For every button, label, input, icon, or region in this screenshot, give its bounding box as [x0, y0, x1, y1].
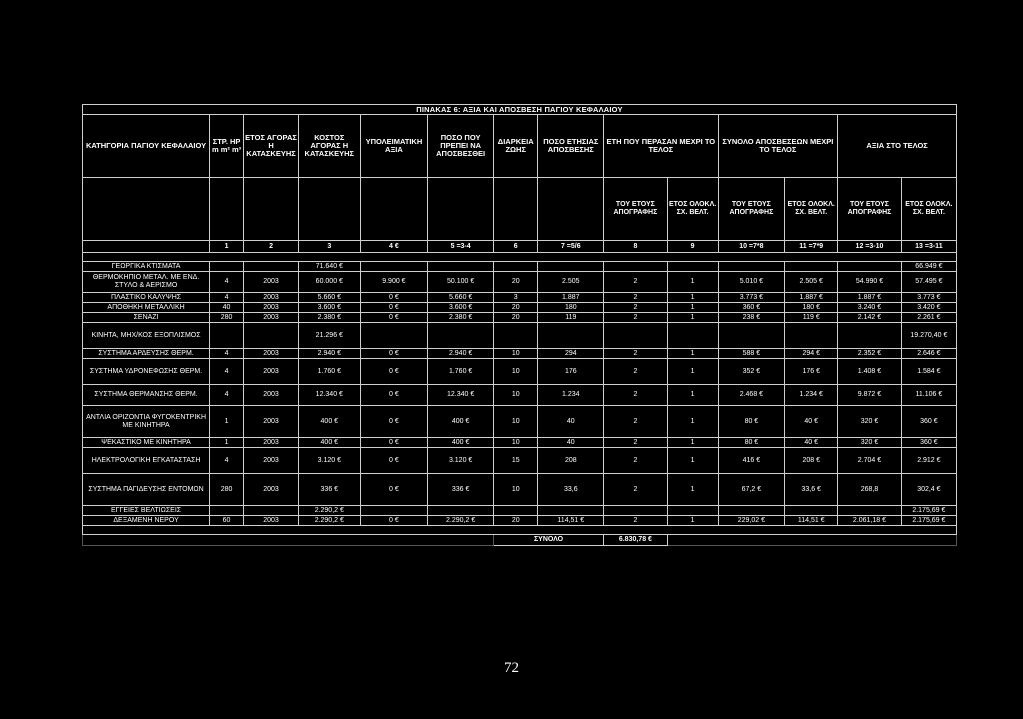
table-cell: 1.584 €	[901, 359, 956, 385]
table-cell: 80 €	[718, 438, 785, 448]
table-cell: 400 €	[428, 438, 494, 448]
table-cell: 60.000 €	[299, 272, 360, 293]
table-cell: 2.646 €	[901, 349, 956, 359]
header-residual-value: ΥΠΟΛΕΙΜΑΤΙΚΗ ΑΞΙΑ	[360, 115, 428, 178]
table-row	[83, 474, 957, 506]
table-cell: 2003	[244, 516, 299, 526]
table-row	[83, 262, 957, 272]
table-cell: 2.061,18 €	[838, 516, 902, 526]
table-cell	[428, 323, 494, 349]
table-cell: 0 €	[360, 406, 428, 438]
table-cell: 3.240 €	[838, 303, 902, 313]
table-cell	[785, 262, 838, 272]
row-category: ΑΝΤΛΙΑ ΟΡΙΖΟΝΤΙΑ ΦΥΓΟΚΕΝΤΡΙΚΗ ΜΕ ΚΙΝΗΤΗΡΑ	[83, 406, 210, 438]
table-cell	[493, 323, 537, 349]
table-cell: 336 €	[299, 474, 360, 506]
column-index: 7 =5/6	[538, 241, 604, 253]
row-category: ΚΙΝΗΤΑ, ΜΗΧ/ΚΟΣ ΕΞΟΠΛΙΣΜΟΣ	[83, 323, 210, 349]
table-cell: 15	[493, 448, 537, 474]
column-index: 12 =3-10	[838, 241, 902, 253]
header-lifetime: ΔΙΑΡΚΕΙΑ ΖΩΗΣ	[493, 115, 537, 178]
table-cell	[538, 262, 604, 272]
table-cell: 180	[538, 303, 604, 313]
table-cell: 5.660 €	[299, 293, 360, 303]
table-cell: 2.290,2 €	[428, 516, 494, 526]
column-index: 8	[604, 241, 668, 253]
table-cell: 2003	[244, 293, 299, 303]
table-cell: 400 €	[299, 406, 360, 438]
table-cell: 0 €	[360, 474, 428, 506]
table-cell	[428, 506, 494, 516]
row-category: ΨΕΚΑΣΤΙΚΟ ΜΕ ΚΙΝΗΤΗΡΑ	[83, 438, 210, 448]
table-cell: 1	[667, 406, 718, 438]
table-cell	[838, 262, 902, 272]
table-cell: 2	[604, 272, 668, 293]
table-cell	[785, 506, 838, 516]
table-cell: 10	[493, 406, 537, 438]
table-cell: 2	[604, 359, 668, 385]
table-cell: 3.120 €	[299, 448, 360, 474]
column-index: 10 =7*8	[718, 241, 785, 253]
table-cell	[604, 323, 668, 349]
table-cell: 0 €	[360, 313, 428, 323]
row-category: ΓΕΩΡΓΙΚΑ ΚΤΙΣΜΑΤΑ	[83, 262, 210, 272]
table-cell: 2.290,2 €	[299, 506, 360, 516]
table-cell: 1	[667, 385, 718, 406]
table-cell: 4	[210, 385, 244, 406]
table-cell: 2.468 €	[718, 385, 785, 406]
table-cell: 238 €	[718, 313, 785, 323]
header-end-value: ΑΞΙΑ ΣΤΟ ΤΕΛΟΣ	[838, 115, 957, 178]
header-years-elapsed: ΕΤΗ ΠΟΥ ΠΕΡΑΣΑΝ ΜΕΧΡΙ ΤΟ ΤΕΛΟΣ	[604, 115, 718, 178]
table-cell: 0 €	[360, 448, 428, 474]
column-index: 13 =3-11	[901, 241, 956, 253]
column-index: 3	[299, 241, 360, 253]
table-cell	[244, 506, 299, 516]
table-cell: 33,6	[538, 474, 604, 506]
table-cell: 10	[493, 438, 537, 448]
row-category: ΑΠΟΘΗΚΗ ΜΕΤΑΛΛΙΚΗ	[83, 303, 210, 313]
header-purchase-year: ΕΤΟΣ ΑΓΟΡΑΣ Η ΚΑΤΑΣΚΕΥΗΣ	[244, 115, 299, 178]
table-cell: 180 €	[785, 303, 838, 313]
table-cell: 588 €	[718, 349, 785, 359]
header-annual-depreciation: ΠΟΣΟ ΕΤΗΣΙΑΣ ΑΠΟΣΒΕΣΗΣ	[538, 115, 604, 178]
table-cell: 3.420 €	[901, 303, 956, 313]
table-cell: 50.100 €	[428, 272, 494, 293]
table-cell: 9.900 €	[360, 272, 428, 293]
table-cell	[210, 323, 244, 349]
table-cell: 4	[210, 359, 244, 385]
table-cell: 40 €	[785, 406, 838, 438]
table-cell	[667, 262, 718, 272]
table-cell: 2	[604, 448, 668, 474]
table-row	[83, 303, 957, 313]
table-cell: 2.505 €	[785, 272, 838, 293]
table-cell: 1	[667, 313, 718, 323]
table-cell	[604, 262, 668, 272]
table-cell: 2003	[244, 438, 299, 448]
table-cell: 280	[210, 474, 244, 506]
table-cell: 2003	[244, 359, 299, 385]
table-cell: 360 €	[901, 438, 956, 448]
row-category: ΣΥΣΤΗΜΑ ΘΕΡΜΑΝΣΗΣ ΘΕΡΜ.	[83, 385, 210, 406]
row-category: ΕΓΓΕΙΕΣ ΒΕΛΤΙΩΣΕΙΣ	[83, 506, 210, 516]
table-cell: 1.234 €	[785, 385, 838, 406]
table-cell: 2	[604, 385, 668, 406]
table-cell	[667, 323, 718, 349]
table-cell: 2003	[244, 448, 299, 474]
table-cell: 1.887 €	[838, 293, 902, 303]
column-index: 9	[667, 241, 718, 253]
table-cell: 208 €	[785, 448, 838, 474]
table-cell: 2003	[244, 406, 299, 438]
table-cell: 4	[210, 293, 244, 303]
table-cell: 320 €	[838, 438, 902, 448]
table-cell: 176	[538, 359, 604, 385]
table-cell: 2003	[244, 272, 299, 293]
table-cell: 3.120 €	[428, 448, 494, 474]
table-cell	[718, 506, 785, 516]
table-cell: 19.270,40 €	[901, 323, 956, 349]
table-cell: 57.495 €	[901, 272, 956, 293]
table-cell: 21.296 €	[299, 323, 360, 349]
table-cell: 208	[538, 448, 604, 474]
subheader: ΕΤΟΣ ΟΛΟΚΛ. ΣΧ. ΒΕΛΤ.	[901, 178, 956, 241]
table-cell	[604, 506, 668, 516]
table-cell: 2	[604, 438, 668, 448]
table-cell	[838, 506, 902, 516]
row-category: ΣΥΣΤΗΜΑ ΑΡΔΕΥΣΗΣ ΘΕΡΜ.	[83, 349, 210, 359]
subheader: ΕΤΟΣ ΟΛΟΚΛ. ΣΧ. ΒΕΛΤ.	[785, 178, 838, 241]
table-cell: 10	[493, 359, 537, 385]
table-cell: 2.505	[538, 272, 604, 293]
table-cell: 1	[210, 438, 244, 448]
table-cell: 1	[667, 516, 718, 526]
table-row	[83, 272, 957, 293]
table-cell: 2	[604, 349, 668, 359]
table-cell: 1	[667, 272, 718, 293]
table-cell	[838, 323, 902, 349]
table-cell: 302,4 €	[901, 474, 956, 506]
table-cell: 54.990 €	[838, 272, 902, 293]
subheader: ΤΟΥ ΕΤΟΥΣ ΑΠΟΓΡΑΦΗΣ	[838, 178, 902, 241]
table-cell: 3	[493, 293, 537, 303]
table-cell: 2	[604, 313, 668, 323]
table-cell	[360, 262, 428, 272]
table-cell: 40	[538, 406, 604, 438]
table-cell: 20	[493, 516, 537, 526]
table-cell: 1	[210, 406, 244, 438]
table-cell: 0 €	[360, 293, 428, 303]
table-cell: 67,2 €	[718, 474, 785, 506]
table-cell: 5.010 €	[718, 272, 785, 293]
table-row	[83, 359, 957, 385]
table-cell: 40	[538, 438, 604, 448]
table-cell: 3.600 €	[299, 303, 360, 313]
table-cell: 2.175,69 €	[901, 506, 956, 516]
table-cell: 360 €	[901, 406, 956, 438]
table-cell: 294	[538, 349, 604, 359]
table-cell: 2.380 €	[299, 313, 360, 323]
table-cell: 1.887 €	[785, 293, 838, 303]
table-cell: 5.660 €	[428, 293, 494, 303]
table-cell: 0 €	[360, 359, 428, 385]
subheader: ΕΤΟΣ ΟΛΟΚΛ. ΣΧ. ΒΕΛΤ.	[667, 178, 718, 241]
table-cell: 1	[667, 303, 718, 313]
table-cell: 2	[604, 293, 668, 303]
table-cell: 1	[667, 349, 718, 359]
table-cell: 10	[493, 349, 537, 359]
table-cell: 268,8	[838, 474, 902, 506]
column-index: 4 €	[360, 241, 428, 253]
row-category: ΣΥΣΤΗΜΑ ΠΑΓΙΔΕΥΣΗΣ ΕΝΤΟΜΩΝ	[83, 474, 210, 506]
table-cell: 2	[604, 406, 668, 438]
table-cell: 40	[210, 303, 244, 313]
table-cell: 9.872 €	[838, 385, 902, 406]
table-cell: 119 €	[785, 313, 838, 323]
table-cell: 71.640 €	[299, 262, 360, 272]
table-cell	[785, 323, 838, 349]
table-cell: 0 €	[360, 385, 428, 406]
table-cell: 2.261 €	[901, 313, 956, 323]
table-cell: 20	[493, 313, 537, 323]
table-cell: 2003	[244, 303, 299, 313]
subheader: ΤΟΥ ΕΤΟΥΣ ΑΠΟΓΡΑΦΗΣ	[718, 178, 785, 241]
table-cell	[210, 506, 244, 516]
table-cell: 66.949 €	[901, 262, 956, 272]
table-row	[83, 516, 957, 526]
table-cell: 2.940 €	[299, 349, 360, 359]
table-cell: 2	[604, 474, 668, 506]
column-index: 11 =7*9	[785, 241, 838, 253]
table-cell	[244, 262, 299, 272]
table-cell: 114,51 €	[538, 516, 604, 526]
table-cell	[538, 323, 604, 349]
table-cell: 3.773 €	[901, 293, 956, 303]
table-cell: 336 €	[428, 474, 494, 506]
table-row	[83, 506, 957, 516]
table-cell: 1.234	[538, 385, 604, 406]
table-cell	[210, 262, 244, 272]
table-cell: 1.408 €	[838, 359, 902, 385]
table-cell: 20	[493, 303, 537, 313]
table-cell: 3.773 €	[718, 293, 785, 303]
table-cell: 60	[210, 516, 244, 526]
table-cell: 33,6 €	[785, 474, 838, 506]
row-category: ΣΕΝΑΖΙ	[83, 313, 210, 323]
table-cell: 2003	[244, 474, 299, 506]
table-cell: 1.760 €	[428, 359, 494, 385]
column-index: 6	[493, 241, 537, 253]
table-cell: 11.106 €	[901, 385, 956, 406]
depreciation-table	[82, 104, 957, 546]
table-cell: 12.340 €	[299, 385, 360, 406]
table-cell: 2.290,2 €	[299, 516, 360, 526]
table-cell: 400 €	[428, 406, 494, 438]
table-cell: 352 €	[718, 359, 785, 385]
table-cell: 1.887	[538, 293, 604, 303]
header-depreciable-amount: ΠΟΣΟ ΠΟΥ ΠΡΕΠΕΙ ΝΑ ΑΠΟΣΒΕΣΘΕΙ	[428, 115, 494, 178]
table-cell	[428, 262, 494, 272]
table-cell	[360, 323, 428, 349]
column-index: 2	[244, 241, 299, 253]
subheader: ΤΟΥ ΕΤΟΥΣ ΑΠΟΓΡΑΦΗΣ	[604, 178, 668, 241]
table-cell: 2003	[244, 313, 299, 323]
table-cell: 229,02 €	[718, 516, 785, 526]
table-cell: 1	[667, 448, 718, 474]
table-cell: 2	[604, 516, 668, 526]
table-row	[83, 406, 957, 438]
table-row	[83, 313, 957, 323]
column-index: 1	[210, 241, 244, 253]
table-cell: 2.380 €	[428, 313, 494, 323]
table-cell: 1	[667, 359, 718, 385]
table-cell: 80 €	[718, 406, 785, 438]
row-category: ΗΛΕΚΤΡΟΛΟΓΙΚΗ ΕΓΚΑΤΑΣΤΑΣΗ	[83, 448, 210, 474]
table-cell: 1	[667, 438, 718, 448]
header-total-depreciation: ΣΥΝΟΛΟ ΑΠΟΣΒΕΣΕΩΝ ΜΕΧΡΙ ΤΟ ΤΕΛΟΣ	[718, 115, 838, 178]
table-cell: 10	[493, 385, 537, 406]
table-cell: 2.940 €	[428, 349, 494, 359]
table-cell: 2.175,69 €	[901, 516, 956, 526]
table-cell: 2.352 €	[838, 349, 902, 359]
table-cell	[538, 506, 604, 516]
table-cell: 320 €	[838, 406, 902, 438]
table-cell: 40 €	[785, 438, 838, 448]
table-row	[83, 438, 957, 448]
table-cell: 416 €	[718, 448, 785, 474]
table-cell: 1.760 €	[299, 359, 360, 385]
header-purchase-cost: ΚΟΣΤΟΣ ΑΓΟΡΑΣ Η ΚΑΤΑΣΚΕΥΗΣ	[299, 115, 360, 178]
table-cell: 176 €	[785, 359, 838, 385]
table-row	[83, 293, 957, 303]
table-cell: 4	[210, 448, 244, 474]
row-category: ΠΛΑΣΤΙΚΟ ΚΑΛΥΨΗΣ	[83, 293, 210, 303]
table-row	[83, 385, 957, 406]
table-cell	[718, 323, 785, 349]
table-cell: 1	[667, 474, 718, 506]
column-index-empty	[83, 241, 210, 253]
table-cell: 2	[604, 303, 668, 313]
table-cell: 0 €	[360, 349, 428, 359]
row-category: ΘΕΡΜΟΚΗΠΙΟ ΜΕΤΑΛ. ΜΕ ΕΝΔ. ΣΤΥΛΟ & ΑΕΡΙΣΜΟ	[83, 272, 210, 293]
header-units: ΣΤΡ. ΗΡ m m² m³	[210, 115, 244, 178]
table-cell: 280	[210, 313, 244, 323]
table-cell: 4	[210, 349, 244, 359]
table-cell: 1	[667, 293, 718, 303]
table-cell: 3.600 €	[428, 303, 494, 313]
page-number: 72	[504, 660, 519, 676]
table-cell	[493, 262, 537, 272]
table-cell: 0 €	[360, 303, 428, 313]
table-cell: 0 €	[360, 516, 428, 526]
table-cell	[493, 506, 537, 516]
table-cell: 2.142 €	[838, 313, 902, 323]
table-cell: 2003	[244, 385, 299, 406]
table-cell: 119	[538, 313, 604, 323]
table-cell: 4	[210, 272, 244, 293]
table-cell	[718, 262, 785, 272]
total-label: ΣΥΝΟΛΟ	[493, 535, 603, 546]
table-title: ΠΙΝΑΚΑΣ 6: ΑΞΙΑ ΚΑΙ ΑΠΟΣΒΕΣΗ ΠΑΓΙΟΥ ΚΕΦΑΛΑΙΟΥ	[83, 105, 957, 115]
table-cell	[360, 506, 428, 516]
table-cell: 360 €	[718, 303, 785, 313]
table-cell: 10	[493, 474, 537, 506]
table-cell	[244, 323, 299, 349]
table-cell: 2.704 €	[838, 448, 902, 474]
header-category: ΚΑΤΗΓΟΡΙΑ ΠΑΓΙΟΥ ΚΕΦΑΛΑΙΟΥ	[83, 115, 210, 178]
total-value: 6.830,78 €	[604, 535, 668, 546]
table-cell: 20	[493, 272, 537, 293]
table-cell: 114,51 €	[785, 516, 838, 526]
table-cell: 2.912 €	[901, 448, 956, 474]
column-index: 5 =3-4	[428, 241, 494, 253]
asset-depreciation-table	[82, 104, 957, 546]
table-row	[83, 448, 957, 474]
table-cell: 294 €	[785, 349, 838, 359]
table-cell: 2003	[244, 349, 299, 359]
row-category: ΔΕΞΑΜΕΝΗ ΝΕΡΟΥ	[83, 516, 210, 526]
table-row	[83, 349, 957, 359]
table-cell: 400 €	[299, 438, 360, 448]
table-cell: 12.340 €	[428, 385, 494, 406]
table-cell	[667, 506, 718, 516]
row-category: ΣΥΣΤΗΜΑ ΥΔΡΟΝΕΦΩΣΗΣ ΘΕΡΜ.	[83, 359, 210, 385]
table-row	[83, 323, 957, 349]
table-cell: 0 €	[360, 438, 428, 448]
